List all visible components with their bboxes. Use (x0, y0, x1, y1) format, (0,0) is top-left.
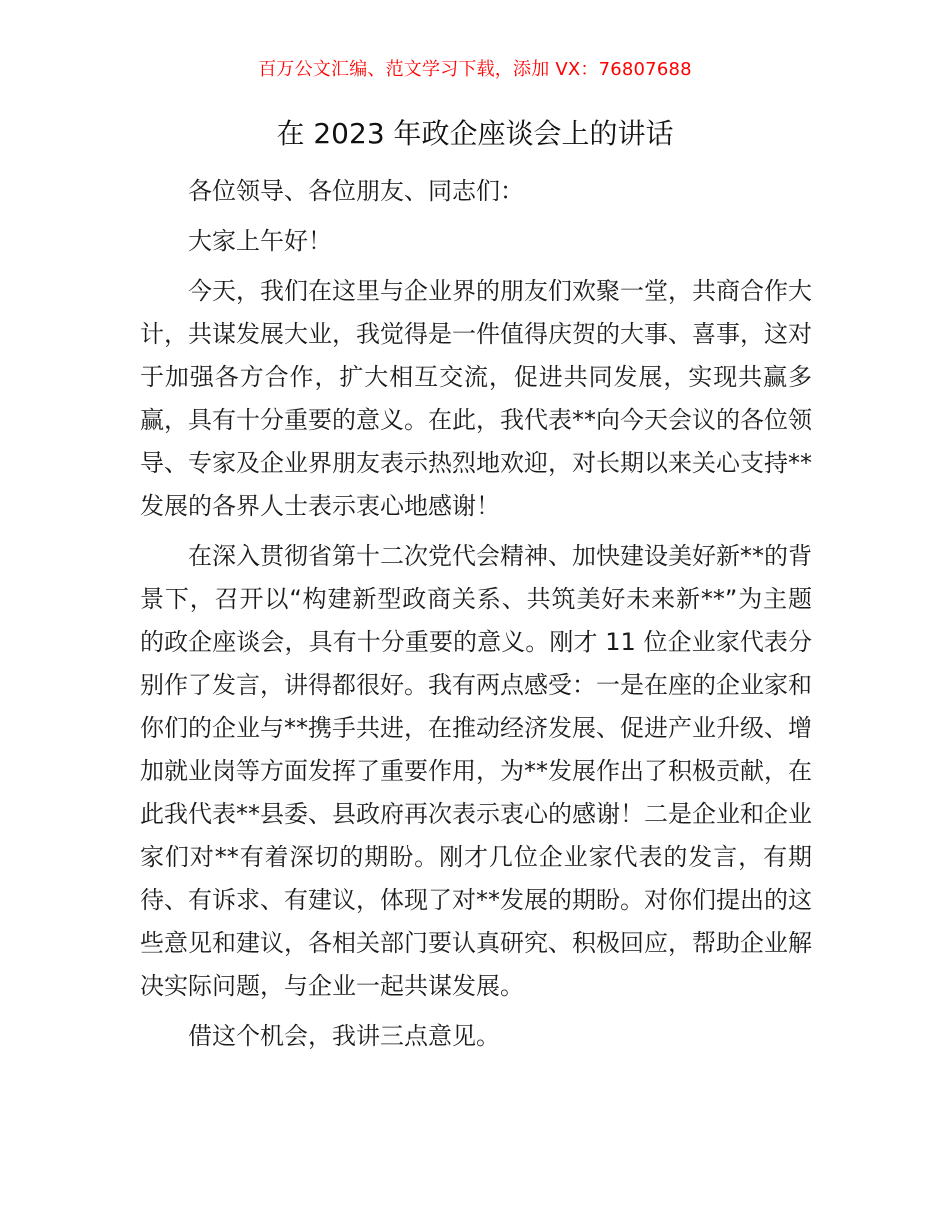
watermark-header: 百万公文汇编、范文学习下载，添加 VX：76807688 (258, 59, 692, 80)
salutation: 各位领导、各位朋友、同志们： (188, 177, 524, 205)
document-body (140, 170, 812, 1065)
paragraph-background: 在深入贯彻省第十二次党代会精神、加快建设美好新**的背景下，召开以“构建新型政商关系、共筑美好未来新**”为主题的政企座谈会，具有十分重要的意义。刚才 11 位企业家代表分别作了发言，讲得都很好。我有两点感受：一是在座的企业家和你们的企业与**携手共进，在推动经济发展、促进产业升级、增加就业岗等方面发挥了重要作用，为**发展作出了积极贡献，在此我代表**县委、县政府再次表示衷心的感谢！二是企业和企业家们对**有着深切的期盼。刚才几位企业家代表的发言，有期待、有诉求、有建议，体现了对**发展的期盼。对你们提出的这些意见和建议，各相关部门要认真研究、积极回应，帮助企业解决实际问题，与企业一起共谋发展。 (140, 542, 812, 1000)
greeting: 大家上午好！ (188, 227, 332, 255)
document-title: 在 2023 年政企座谈会上的讲话 (276, 117, 674, 150)
paragraph-welcome: 今天，我们在这里与企业界的朋友们欢聚一堂，共商合作大计，共谋发展大业，我觉得是一件值得庆贺的大事、喜事，这对于加强各方合作，扩大相互交流，促进共同发展，实现共赢多赢，具有十分重要的意义。在此，我代表**向今天会议的各位领导、专家及企业界朋友表示热烈地欢迎，对长期以来关心支持**发展的各界人士表示衷心地感谢！ (140, 277, 812, 520)
paragraph-transition: 借这个机会，我讲三点意见。 (188, 1022, 500, 1050)
